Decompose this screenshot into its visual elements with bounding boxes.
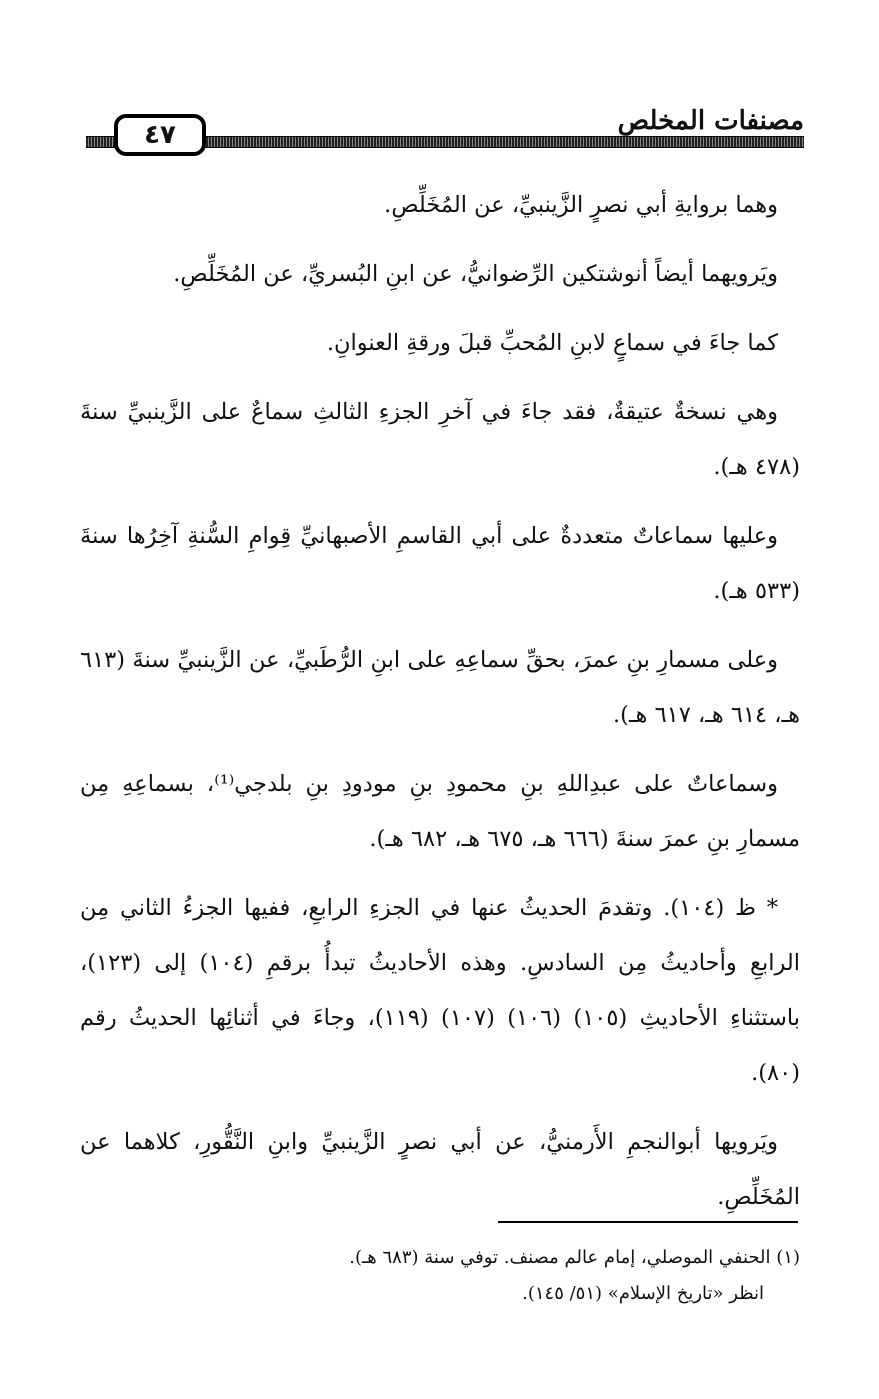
paragraph: وعليها سماعاتٌ متعددةٌ على أبي القاسمِ الأصبهانيِّ قِوامِ السُّنةِ آخِرُها سنةَ (٥٣٣ هـ). [80, 523, 800, 604]
page-header [86, 104, 804, 164]
paragraph: وهما بروايةِ أبي نصرٍ الزَّينبيِّ، عن المُخَلِّصِ. [384, 192, 778, 218]
footnote-1: (١) الحنفي الموصلي، إمام عالم مصنف. توفي سنة (٦٨٣ هـ). [349, 1247, 800, 1268]
paragraph: * ظ (١٠٤). وتقدمَ الحديثُ عنها في الجزءِ الرابعِ، ففيها الجزءُ الثاني مِن الرابعِ وأحاديثُ مِن السادسِ. وهذه الأحاديثُ تبدأُ برقمِ (١٠٤) إلى (١٢٣)، باستثناءِ الأحاديثِ (١٠٥) (١٠٦) (١٠٧) (١١٩)، وجاءَ في أثنائِها الحديثُ رقم (٨٠). [80, 895, 800, 1086]
page-number: ٤٧ [114, 114, 206, 156]
paragraph: وعلى مسمارِ بنِ عمرَ، بحقِّ سماعِهِ على ابنِ الرُّطَبيِّ، عن الزَّينبيِّ سنةَ (٦١٣ هـ، ٦١٤ هـ، ٦١٧ هـ). [80, 647, 800, 728]
paragraph: ويَرويهما أيضاً أنوشتكين الرِّضوانيُّ، عن ابنِ البُسريِّ، عن المُخَلِّصِ. [173, 261, 778, 287]
paragraph: وسماعاتٌ على عبدِاللهِ بنِ محمودِ بنِ مودودِ بنِ بلدجي⁽¹⁾، بسماعِهِ مِن مسمارِ بنِ عمرَ سنةَ (٦٦٦ هـ، ٦٧٥ هـ، ٦٨٢ هـ). [80, 771, 800, 852]
paragraph: وهي نسخةٌ عتيقةٌ، فقد جاءَ في آخرِ الجزءِ الثالثِ سماعٌ على الزَّينبيِّ سنةَ (٤٧٨ هـ). [80, 399, 800, 480]
footnotes [300, 1240, 800, 1312]
main-text [80, 178, 800, 1239]
paragraph: كما جاءَ في سماعٍ لابنِ المُحبِّ قبلَ ورقةِ العنوانِ. [326, 330, 778, 356]
footnote-1-continuation: انظر «تاريخ الإسلام» (٥١/ ١٤٥). [522, 1283, 764, 1304]
book-title: مصنفات المخلص [608, 106, 804, 136]
paragraph: ويَرويها أبوالنجمِ الأَرمنيُّ، عن أبي نصرٍ الزَّينبيِّ وابنِ النَّقُّورِ، كلاهما عن المُخَلِّصِ. [80, 1129, 800, 1210]
footnote-separator [498, 1221, 798, 1223]
